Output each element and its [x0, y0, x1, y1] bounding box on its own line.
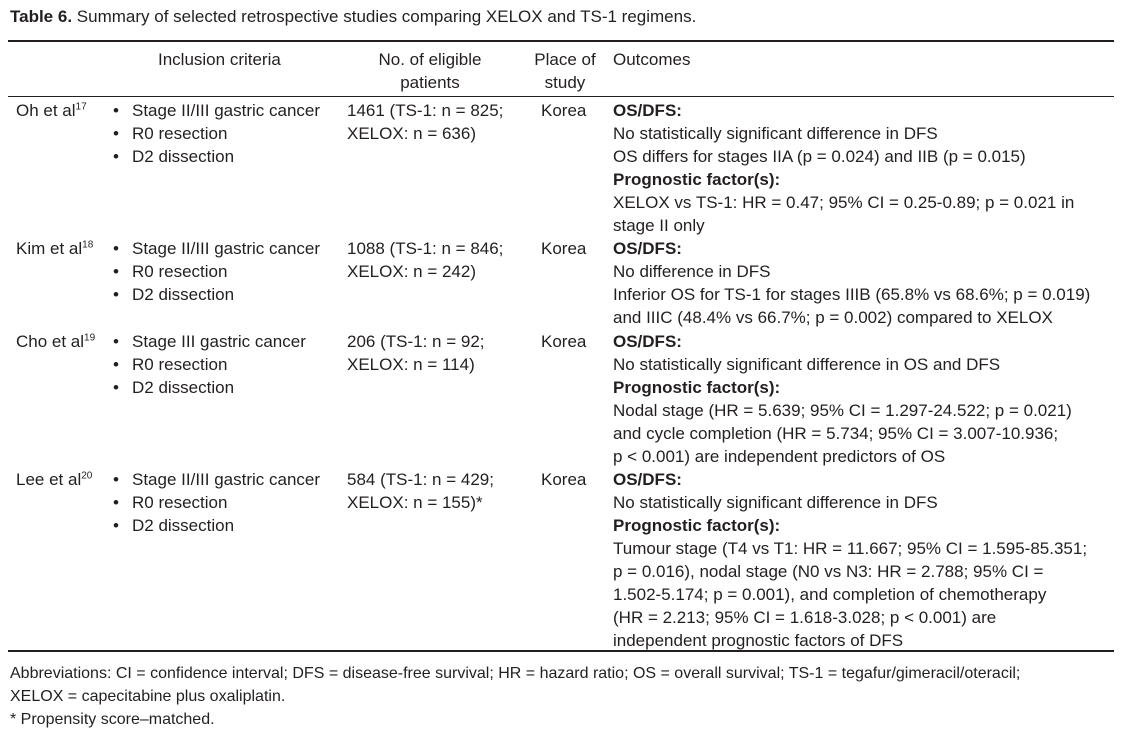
row-4-study: [16, 468, 92, 491]
outcome-line: and cycle completion (HR = 5.734; 95% CI = 3.007-10.936;: [613, 424, 1059, 443]
outcome-line: No difference in DFS: [613, 262, 771, 281]
outcome-heading: Prognostic factor(s):: [613, 170, 781, 189]
patients-line: 1088 (TS-1: n = 846;: [347, 239, 504, 258]
header-rule: [8, 96, 1114, 97]
outcome-line: Nodal stage (HR = 5.639; 95% CI = 1.297-24.522; p = 0.021): [613, 401, 1072, 420]
row-1-place: Korea: [541, 101, 587, 120]
propensity-footnote: * Propensity score–matched.: [10, 711, 215, 728]
row-3-study-name: Cho et al: [16, 332, 85, 351]
outcome-line: stage II only: [613, 216, 705, 235]
row-3-outcomes: [613, 330, 1072, 468]
header-place-line1: Place of: [534, 50, 596, 69]
row-3-patients: [347, 330, 485, 376]
row-4-ref: 20: [81, 470, 93, 482]
outcome-line: OS differs for stages IIA (p = 0.024) and IIB (p = 0.015): [613, 147, 1026, 166]
row-2-criteria: [108, 237, 320, 306]
outcome-line: No statistically significant difference in DFS: [613, 124, 938, 143]
outcome-line: XELOX vs TS-1: HR = 0.47; 95% CI = 0.25-0.89; p = 0.021 in: [613, 193, 1075, 212]
row-3-study: [16, 330, 95, 353]
row-1-outcomes: [613, 99, 1074, 237]
bottom-rule: [8, 650, 1114, 652]
outcome-line: Tumour stage (T4 vs T1: HR = 11.667; 95% CI = 1.595-85.351;: [613, 539, 1088, 558]
outcome-line: No statistically significant difference in DFS: [613, 493, 938, 512]
row-1-criteria: [108, 99, 320, 168]
criteria-item: • Stage II/III gastric cancer: [108, 99, 320, 122]
outcome-line: p = 0.016), nodal stage (N0 vs N3: HR = 2.788; 95% CI =: [613, 562, 1044, 581]
patients-line: XELOX: n = 114): [347, 355, 475, 374]
patients-line: 206 (TS-1: n = 92;: [347, 332, 485, 351]
header-place-line2: study: [544, 73, 586, 92]
header-patients-line1: No. of eligible: [378, 50, 482, 69]
row-4-outcomes: [613, 468, 1087, 652]
outcome-heading: Prognostic factor(s):: [613, 516, 781, 535]
criteria-item: • R0 resection: [108, 353, 306, 376]
criteria-item: • Stage III gastric cancer: [108, 330, 306, 353]
criteria-item: • Stage II/III gastric cancer: [108, 468, 320, 491]
outcome-heading: OS/DFS:: [613, 470, 682, 489]
row-1-study-name: Oh et al: [16, 101, 76, 120]
row-1-patients: [347, 99, 503, 145]
header-place: [525, 48, 605, 94]
abbreviations-line-1: Abbreviations: CI = confidence interval; DFS = disease-free survival; HR = hazard ratio; OS = overall survival; TS-1 = tegafur/gimeracil/oteracil;: [10, 665, 1021, 682]
outcome-heading: OS/DFS:: [613, 101, 682, 120]
row-2-outcomes: [613, 237, 1090, 329]
row-1-ref: 17: [75, 101, 87, 113]
criteria-item: • R0 resection: [108, 491, 320, 514]
criteria-item: • D2 dissection: [108, 283, 320, 306]
caption-text: Summary of selected retrospective studies comparing XELOX and TS-1 regimens.: [76, 7, 697, 26]
table-caption: [10, 6, 696, 28]
abbreviations-line-2: XELOX = capecitabine plus oxaliplatin.: [10, 688, 286, 705]
outcome-line: 1.502-5.174; p = 0.001), and completion of chemotherapy: [613, 585, 1047, 604]
row-2-study-name: Kim et al: [16, 239, 83, 258]
patients-line: XELOX: n = 242): [347, 262, 476, 281]
criteria-item: • R0 resection: [108, 260, 320, 283]
patients-line: 584 (TS-1: n = 429;: [347, 470, 494, 489]
row-2-patients: [347, 237, 503, 283]
criteria-item: • D2 dissection: [108, 376, 306, 399]
row-4-place: Korea: [541, 470, 587, 489]
outcome-line: independent prognostic factors of DFS: [613, 631, 904, 650]
outcome-heading: OS/DFS:: [613, 332, 682, 351]
row-3-place: Korea: [541, 332, 587, 351]
row-4-criteria: [108, 468, 320, 537]
header-outcomes: Outcomes: [613, 50, 691, 69]
criteria-item: • D2 dissection: [108, 145, 320, 168]
outcome-line: and IIIC (48.4% vs 66.7%; p = 0.002) compared to XELOX: [613, 308, 1053, 327]
patients-line: XELOX: n = 155)*: [347, 493, 483, 512]
outcome-line: p < 0.001) are independent predictors of OS: [613, 447, 946, 466]
caption-label: Table 6.: [10, 7, 73, 26]
header-patients: [360, 48, 500, 94]
row-1-study: [16, 99, 87, 122]
top-rule: [8, 40, 1114, 42]
row-2-study: [16, 237, 93, 260]
row-3-criteria: [108, 330, 306, 399]
row-3-ref: 19: [84, 332, 96, 344]
criteria-item: • R0 resection: [108, 122, 320, 145]
row-4-patients: [347, 468, 494, 514]
patients-line: 1461 (TS-1: n = 825;: [347, 101, 504, 120]
row-4-study-name: Lee et al: [16, 470, 82, 489]
row-2-ref: 18: [82, 239, 94, 251]
outcome-line: (HR = 2.213; 95% CI = 1.618-3.028; p < 0.001) are: [613, 608, 997, 627]
row-2-place: Korea: [541, 239, 587, 258]
outcome-heading: OS/DFS:: [613, 239, 682, 258]
header-patients-line2: patients: [400, 73, 460, 92]
outcome-line: Inferior OS for TS-1 for stages IIIB (65.8% vs 68.6%; p = 0.019): [613, 285, 1091, 304]
outcome-heading: Prognostic factor(s):: [613, 378, 781, 397]
outcome-line: No statistically significant difference in OS and DFS: [613, 355, 1001, 374]
patients-line: XELOX: n = 636): [347, 124, 476, 143]
criteria-item: • D2 dissection: [108, 514, 320, 537]
criteria-item: • Stage II/III gastric cancer: [108, 237, 320, 260]
header-inclusion: Inclusion criteria: [158, 50, 281, 69]
